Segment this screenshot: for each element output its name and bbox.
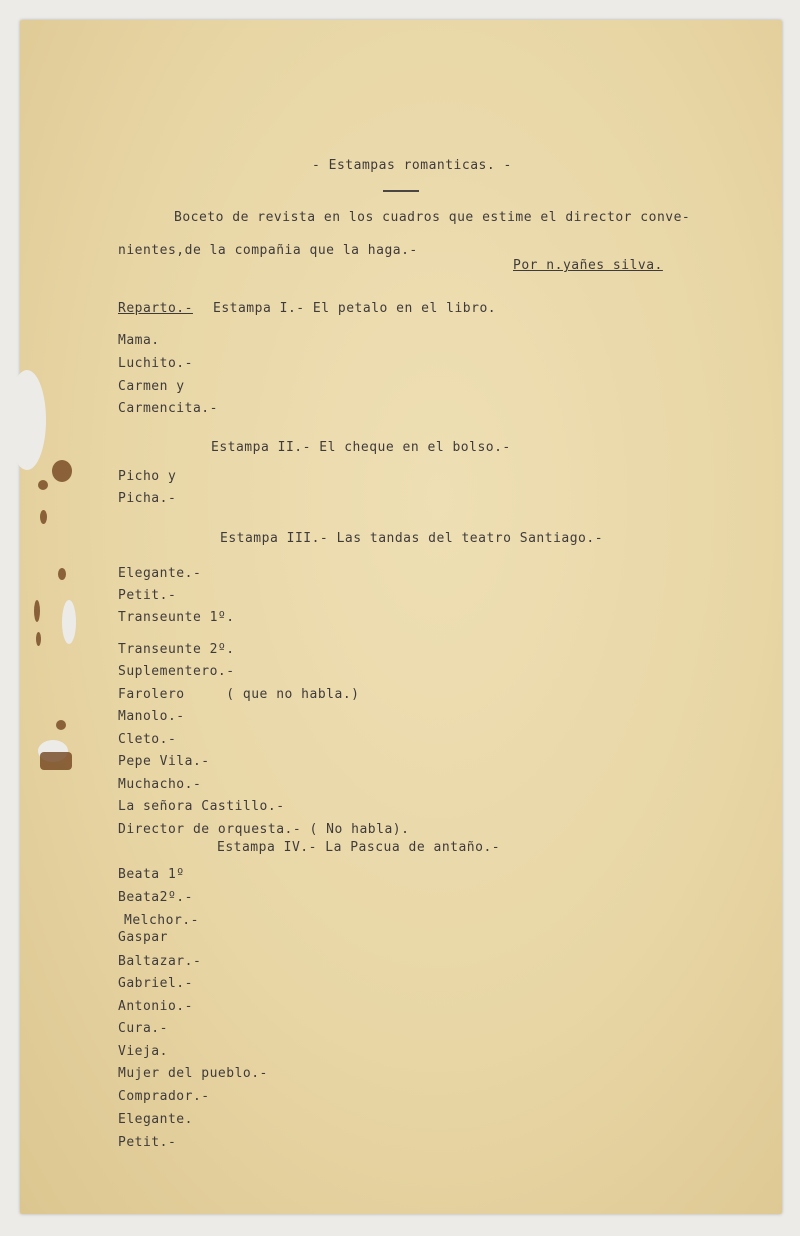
- character-item: Cleto.-: [118, 732, 177, 747]
- character-item: Pepe Vila.-: [118, 754, 210, 769]
- rust-stain: [38, 480, 48, 490]
- character-item: Beata2º.-: [118, 890, 193, 905]
- document-title: - Estampas romanticas. -: [312, 158, 512, 173]
- character-item: Carmencita.-: [118, 401, 218, 416]
- character-item: Mama.: [118, 333, 160, 348]
- character-item: Vieja.: [118, 1044, 168, 1059]
- character-item: Muchacho.-: [118, 777, 202, 792]
- character-item: Gaspar: [118, 930, 168, 945]
- punch-hole: [62, 600, 76, 644]
- character-item: Petit.-: [118, 1135, 177, 1150]
- author-line: Por n.yañes silva.: [513, 258, 663, 273]
- estampa-2-title: Estampa II.- El cheque en el bolso.-: [211, 440, 511, 455]
- intro-line-1: Boceto de revista en los cuadros que estime el director conve-: [174, 210, 691, 225]
- character-item: Picho y: [118, 469, 177, 484]
- character-item: Cura.-: [118, 1021, 168, 1036]
- character-item: Suplementero.-: [118, 664, 235, 679]
- rust-stain: [56, 720, 66, 730]
- character-item: Luchito.-: [118, 356, 193, 371]
- torn-edge: [8, 370, 46, 470]
- character-item: Antonio.-: [118, 999, 193, 1014]
- character-item: Baltazar.-: [118, 954, 202, 969]
- character-item: Melchor.-: [124, 913, 199, 928]
- character-item: Beata 1º: [118, 867, 185, 882]
- estampa-3-title: Estampa III.- Las tandas del teatro Santiago.-: [220, 531, 604, 546]
- rust-stain: [36, 632, 41, 646]
- character-item: Petit.-: [118, 588, 177, 603]
- character-item: Farolero ( que no habla.): [118, 687, 360, 702]
- rust-stain: [34, 600, 40, 622]
- character-item: Transeunte 2º.: [118, 642, 235, 657]
- intro-line-2: nientes,de la compañia que la haga.-: [118, 243, 418, 258]
- character-item: Mujer del pueblo.-: [118, 1066, 268, 1081]
- character-item: Gabriel.-: [118, 976, 193, 991]
- estampa-1-title: Estampa I.- El petalo en el libro.: [213, 301, 497, 316]
- character-item: Director de orquesta.- ( No habla).: [118, 822, 410, 837]
- character-item: Elegante.: [118, 1112, 193, 1127]
- character-item: Manolo.-: [118, 709, 185, 724]
- character-item: Elegante.-: [118, 566, 202, 581]
- rust-stain: [40, 752, 72, 770]
- rust-stain: [52, 460, 72, 482]
- estampa-4-title: Estampa IV.- La Pascua de antaño.-: [217, 840, 501, 855]
- character-item: La señora Castillo.-: [118, 799, 285, 814]
- rust-stain: [58, 568, 66, 580]
- character-item: Comprador.-: [118, 1089, 210, 1104]
- character-item: Picha.-: [118, 491, 177, 506]
- reparto-label: Reparto.-: [118, 301, 193, 316]
- character-item: Transeunte 1º.: [118, 610, 235, 625]
- title-divider: [383, 190, 419, 192]
- character-item: Carmen y: [118, 379, 185, 394]
- rust-stain: [40, 510, 47, 524]
